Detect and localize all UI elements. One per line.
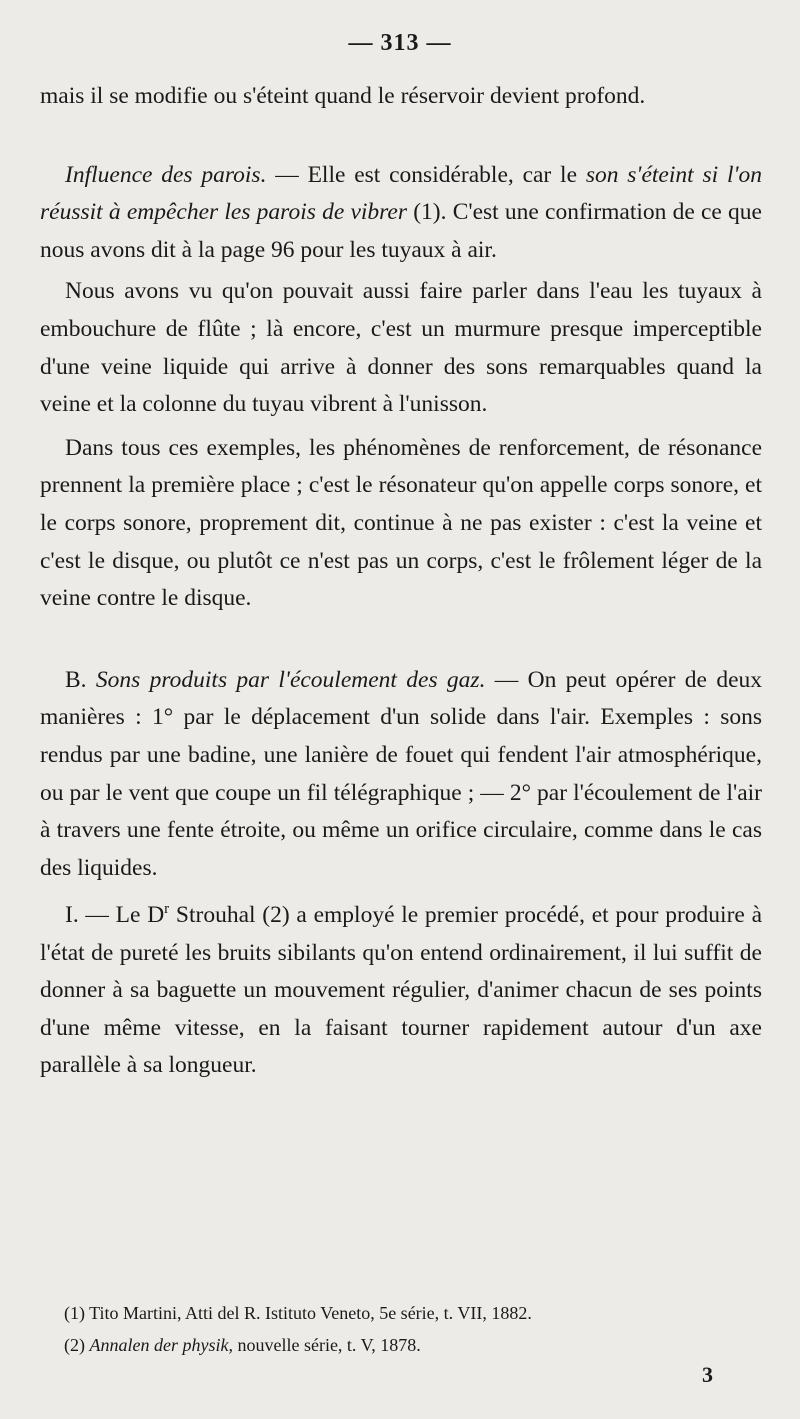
footnote-2-marker: (2) — [64, 1335, 90, 1355]
paragraph-1 — [40, 78, 762, 116]
paragraph-1-text: mais il se modifie ou s'éteint quand le réservoir devient profond. — [40, 83, 646, 109]
paragraph-2-emphasis: son s'éteint si l'on réussit à empêcher les parois de vibrer — [40, 161, 762, 226]
paragraph-3-text: Nous avons vu qu'on pouvait aussi faire parler dans l'eau les tuyaux à embouchure de flûte ; là encore, c'est un murmure presque imperceptible d'une veine liquide qui arrive à donner des sons remarquables quand la veine et la colonne du tuyau vibrent à l'unisson. — [40, 278, 762, 418]
paragraph-2-sep: — Elle est considérable, car le — [266, 161, 586, 188]
paragraph-6-rest: Strouhal (2) a employé le premier procédé, et pour produire à l'état de pureté les bruits sibilants qu'on entend ordinairement, il lui suffit de donner à sa baguette un mouvement régulier, d'animer chacun de ses points d'une même vitesse, en la faisant tourner rapidement autour d'un axe parallèle à sa longueur. — [40, 902, 762, 1079]
page-number: — 313 — — [348, 30, 452, 56]
footnote-1 — [64, 1297, 764, 1329]
body-text — [40, 78, 762, 1085]
section-heading-influence: Influence des parois. — [65, 161, 267, 188]
paragraph-2-rest: (1). C'est une confirmation de ce que nous avons dit à la page 96 pour les tuyaux à air. — [40, 199, 762, 263]
paragraph-influence-des-parois — [40, 157, 762, 270]
paragraph-3 — [40, 273, 762, 423]
footnote-1-text: Tito Martini, Atti del R. Istituto Veneto, 5e série, t. VII, 1882. — [89, 1303, 532, 1323]
signature-mark: 3 — [702, 1362, 713, 1387]
section-label-i: I. — Le D — [65, 902, 165, 929]
paragraph-section-i — [40, 891, 762, 1085]
section-label-b: B. — [65, 666, 96, 693]
section-heading-b: Sons produits par l'écoulement des gaz. — [95, 666, 486, 693]
footnote-1-marker: (1) — [64, 1303, 90, 1323]
footnotes — [64, 1297, 764, 1361]
superscript-r: r — [164, 901, 170, 918]
footnote-2-journal: Annalen der physik, — [89, 1335, 233, 1355]
paragraph-4-text: Dans tous ces exemples, les phénomènes de renforcement, de résonance prennent la première place ; c'est le résonateur qu'on appelle corps sonore, et le corps sonore, proprement dit, continue à ne pas exister : c'est la veine et c'est le disque, ou plutôt ce n'est pas un corps, c'est le frôlement léger de la veine contre le disque. — [40, 434, 762, 612]
paragraph-4 — [40, 430, 762, 618]
paragraph-5-rest: — On peut opérer de deux manières : 1° par le déplacement d'un solide dans l'air. Exemples : sons rendus par une badine, une lanière de fouet qui fendent l'air atmosphérique, ou par le vent que coupe un fil télégraphique ; — 2° par l'écoulement de l'air à travers une fente étroite, ou même un orifice circulaire, comme dans le cas des liquides. — [40, 666, 762, 881]
footnote-2-text: nouvelle série, t. V, 1878. — [232, 1335, 421, 1355]
paragraph-section-b — [40, 662, 762, 888]
footnote-2 — [64, 1329, 764, 1361]
